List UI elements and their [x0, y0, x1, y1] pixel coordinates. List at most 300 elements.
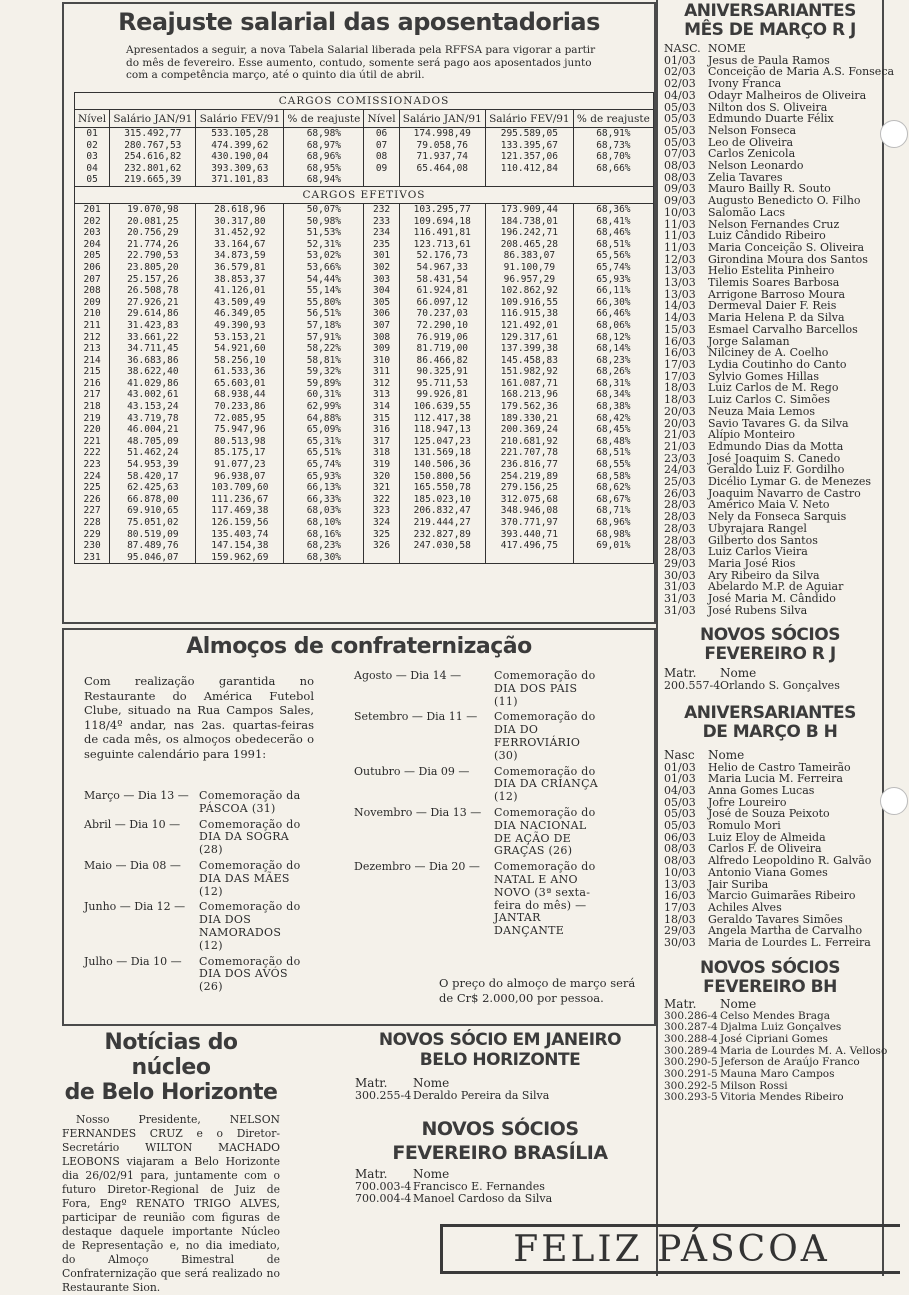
member-name: Nelson Fernandes Cruz	[708, 217, 840, 231]
table-cell: 50,98%	[284, 216, 364, 228]
table-cell: 46.004,21	[110, 424, 196, 436]
table-cell: 71.937,74	[399, 151, 485, 163]
table-cell: 68,58%	[573, 471, 653, 483]
table-cell: 150.800,56	[399, 471, 485, 483]
table-row	[75, 174, 654, 186]
table-row	[75, 552, 654, 564]
table-cell: 112.417,38	[399, 413, 485, 425]
binder-hole	[880, 120, 908, 148]
member-name: Odayr Malheiros de Oliveira	[708, 88, 867, 102]
table-row	[75, 389, 654, 401]
table-cell: 75.051,02	[110, 517, 196, 529]
table-row	[75, 308, 654, 320]
calendar-date: Outubro — Dia 09 —	[354, 764, 470, 778]
member-name: Jorge Salaman	[708, 334, 790, 348]
member-name: Maria de Lourdes M. A. Velloso	[720, 1044, 888, 1057]
table-cell: 68,98%	[284, 128, 364, 140]
table-cell: 68,62%	[573, 482, 653, 494]
table-row	[75, 332, 654, 344]
member-name: José Maria M. Cândido	[708, 592, 836, 606]
birth-date: 16/03	[664, 346, 696, 360]
table-cell: 200.369,24	[485, 424, 573, 436]
table-cell: 41.029,86	[110, 378, 196, 390]
table-cell: 310	[364, 355, 399, 367]
table-cell: 235	[364, 239, 399, 251]
table-cell: 51.462,24	[110, 447, 196, 459]
member-name: Geraldo Tavares Simões	[708, 912, 843, 926]
table-cell: 68,36%	[573, 203, 653, 215]
table-row	[75, 459, 654, 471]
member-id: 300.286-4	[664, 1009, 718, 1022]
birth-date: 01/03	[664, 772, 696, 786]
table-cell: 05	[75, 174, 110, 186]
table-row	[75, 505, 654, 517]
birth-date: 01/03	[664, 53, 696, 67]
col-name-header: Nome	[720, 996, 757, 1011]
table-cell: 208.465,28	[485, 239, 573, 251]
table-cell: 312	[364, 378, 399, 390]
table-cell: 68,23%	[573, 355, 653, 367]
table-cell: 68,34%	[573, 389, 653, 401]
birth-date: 31/03	[664, 592, 696, 606]
member-name: Jofre Loureiro	[708, 795, 787, 809]
table-cell: 233	[364, 216, 399, 228]
table-cell: 08	[364, 151, 399, 163]
member-id: 300.290-5	[664, 1056, 718, 1069]
birth-date: 29/03	[664, 556, 696, 570]
birth-date: 15/03	[664, 322, 696, 336]
table-cell: 147.154,38	[196, 540, 284, 552]
novos-socios-bh-title	[658, 959, 882, 997]
table-cell: 68,70%	[573, 151, 653, 163]
novos-socios-janeiro-bh	[355, 1030, 645, 1205]
member-name: Maria José Rios	[708, 556, 796, 570]
table-cell: 121.357,06	[485, 151, 573, 163]
member-name: Augusto Benedicto O. Filho	[708, 194, 861, 208]
birth-date: 17/03	[664, 901, 696, 914]
member-id: 300.287-4	[664, 1021, 718, 1034]
calendar-date: Setembro — Dia 11 —	[354, 710, 478, 724]
table-cell: 201	[75, 203, 110, 215]
table-cell: 65,93%	[284, 471, 364, 483]
table-cell: 20.756,29	[110, 227, 196, 239]
title-line: DE MARÇO B H	[702, 721, 838, 742]
member-name: Nelson Fonseca	[708, 123, 797, 137]
birth-date: 08/03	[664, 842, 696, 856]
table-cell: 54.921,60	[196, 343, 284, 355]
table-row	[75, 401, 654, 413]
birth-date: 21/03	[664, 439, 696, 453]
member-name: Salomão Lacs	[708, 205, 786, 219]
column-header: Salário FEV/91	[485, 110, 573, 128]
table-cell: 320	[364, 471, 399, 483]
table-cell: 312.075,68	[485, 494, 573, 506]
member-name: Nilciney de A. Coelho	[708, 346, 829, 360]
member-name: José de Souza Peixoto	[708, 807, 830, 821]
table-row	[75, 140, 654, 152]
column-header: Salário JAN/91	[399, 110, 485, 128]
table-cell: 110.412,84	[485, 163, 573, 175]
table-cell: 393.440,71	[485, 529, 573, 541]
member-name: Jeferson de Araújo Franco	[720, 1056, 860, 1069]
calendar-event: Comemoração do NATAL E ANO NOVO (3ª sexta-feira do mês) — JANTAR DANÇANTE	[494, 860, 596, 938]
table-cell: 109.694,18	[399, 216, 485, 228]
table-cell: 211	[75, 320, 110, 332]
table-cell: 58.431,54	[399, 274, 485, 286]
member-name: Alfredo Leopoldino R. Galvão	[708, 854, 872, 868]
title-line: FEVEREIRO R J	[704, 644, 836, 665]
col-name-header: NOME	[708, 42, 746, 55]
table-row	[75, 203, 654, 215]
table-cell: 208	[75, 285, 110, 297]
table-cell	[399, 174, 485, 186]
table-cell: 221	[75, 436, 110, 448]
table-cell	[364, 174, 399, 186]
novos-socios-rj-list	[664, 668, 882, 691]
table-cell: 76.919,06	[399, 332, 485, 344]
birth-date: 23/03	[664, 451, 696, 465]
birth-date: 28/03	[664, 545, 696, 559]
calendar-date: Março — Dia 13 —	[84, 789, 189, 802]
table-cell: 61.533,36	[196, 366, 284, 378]
table-cell: 226	[75, 494, 110, 506]
table-cell: 41.126,01	[196, 285, 284, 297]
aniversariantes-rj-title	[658, 2, 882, 40]
member-name: Américo Maia V. Neto	[708, 498, 830, 512]
table-cell: 58,81%	[284, 355, 364, 367]
member-name: Ubyrajara Rangel	[708, 521, 807, 535]
birth-date: 18/03	[664, 393, 696, 407]
birth-date: 30/03	[664, 936, 696, 950]
table-cell: 68,51%	[573, 239, 653, 251]
table-cell: 279.156,25	[485, 482, 573, 494]
table-cell: 68,23%	[284, 540, 364, 552]
table-cell: 280.767,53	[110, 140, 196, 152]
table-cell: 533.105,28	[196, 128, 284, 140]
member-name: Antonio Viana Gomes	[708, 865, 828, 879]
table-cell: 68,67%	[573, 494, 653, 506]
table-cell: 69,01%	[573, 540, 653, 552]
table-cell: 79.058,76	[399, 140, 485, 152]
table-cell: 54.967,33	[399, 262, 485, 274]
table-row	[75, 413, 654, 425]
table-row	[75, 216, 654, 228]
calendar-date: Novembro — Dia 13 —	[354, 805, 482, 819]
table-row	[75, 378, 654, 390]
table-cell: 210.681,92	[485, 436, 573, 448]
table-cell: 313	[364, 389, 399, 401]
table-cell: 59,89%	[284, 378, 364, 390]
table-cell	[364, 552, 399, 564]
table-cell: 430.190,04	[196, 151, 284, 163]
birth-date: 05/03	[664, 123, 696, 137]
birth-date: 18/03	[664, 381, 696, 395]
member-name: José Joaquim S. Canedo	[708, 451, 841, 465]
calendar-entry	[354, 670, 654, 708]
birth-date: 02/03	[664, 65, 696, 79]
aniversariantes-bh-list	[664, 747, 882, 950]
table-cell: 27.926,21	[110, 297, 196, 309]
table-cell: 393.309,63	[196, 163, 284, 175]
table-cell: 230	[75, 540, 110, 552]
almocos-article	[62, 628, 656, 1026]
member-name: Sylvio Gomes Hillas	[708, 369, 819, 383]
table-cell: 31.452,92	[196, 227, 284, 239]
table-cell: 26.508,78	[110, 285, 196, 297]
table-row	[75, 239, 654, 251]
list-item	[355, 1193, 645, 1205]
table-cell: 203	[75, 227, 110, 239]
table-cell: 137.399,38	[485, 343, 573, 355]
calendar-event: Comemoração do DIA NACIONAL DE AÇÃO DE GRAÇAS (26)	[494, 805, 596, 858]
table-cell: 65,09%	[284, 424, 364, 436]
member-name: Ivony Franca	[708, 77, 782, 91]
novos-socios-rj-title	[658, 626, 882, 664]
table-cell: 123.713,61	[399, 239, 485, 251]
table-cell: 68,91%	[573, 128, 653, 140]
title-line: NOVOS SÓCIOS	[700, 957, 840, 978]
birth-date: 06/03	[664, 830, 696, 844]
birth-date: 18/03	[664, 912, 696, 926]
member-name: Helio de Castro Tameirão	[708, 760, 851, 774]
table-cell: 43.509,49	[196, 297, 284, 309]
table-cell: 210	[75, 308, 110, 320]
birth-date: 28/03	[664, 510, 696, 524]
table-cell: 51,53%	[284, 227, 364, 239]
efetivos-body	[75, 203, 654, 563]
table-cell: 21.774,26	[110, 239, 196, 251]
col-matr-header: Matr.	[355, 1167, 388, 1182]
table-cell: 68,41%	[573, 216, 653, 228]
member-name: Helio Estelita Pinheiro	[708, 264, 835, 278]
almocos-title: Almoços de confraternização	[186, 634, 532, 659]
calendar-entry	[84, 956, 334, 994]
table-cell: 135.403,74	[196, 529, 284, 541]
table-cell: 68,10%	[284, 517, 364, 529]
table-cell: 151.982,92	[485, 366, 573, 378]
calendar-event: Comemoração do DIA DOS AVÓS (26)	[199, 954, 301, 994]
table-cell: 216	[75, 378, 110, 390]
table-cell: 85.175,17	[196, 447, 284, 459]
table-cell: 68,26%	[573, 366, 653, 378]
member-name: Neuza Maia Lemos	[708, 404, 815, 418]
table-cell: 228	[75, 517, 110, 529]
birth-date: 16/03	[664, 334, 696, 348]
table-cell: 173.909,44	[485, 203, 573, 215]
section-efetivos: CARGOS EFETIVOS	[75, 186, 654, 203]
table-cell: 55,80%	[284, 297, 364, 309]
table-cell: 103.295,77	[399, 203, 485, 215]
table-cell: 111.236,67	[196, 494, 284, 506]
table-cell: 50,07%	[284, 203, 364, 215]
member-name: Maria de Lourdes L. Ferreira	[708, 936, 871, 950]
member-id: 300.289-4	[664, 1044, 718, 1057]
table-cell: 121.492,01	[485, 320, 573, 332]
table-row	[75, 517, 654, 529]
table-cell: 56,51%	[284, 308, 364, 320]
member-name: Anna Gomes Lucas	[708, 783, 815, 797]
table-cell: 103.709,60	[196, 482, 284, 494]
right-column	[656, 0, 895, 1276]
birth-date: 20/03	[664, 416, 696, 430]
member-name: Romulo Mori	[708, 819, 781, 833]
calendar-date: Julho — Dia 10 —	[84, 954, 182, 968]
table-cell: 214	[75, 355, 110, 367]
title-line: MÊS DE MARÇO R J	[684, 20, 856, 40]
table-cell: 61.924,81	[399, 285, 485, 297]
table-cell: 301	[364, 250, 399, 262]
table-cell: 33.164,67	[196, 239, 284, 251]
table-row	[75, 250, 654, 262]
table-cell: 03	[75, 151, 110, 163]
member-id: 300.291-5	[664, 1068, 718, 1081]
table-cell: 68,31%	[573, 378, 653, 390]
table-cell: 68,42%	[573, 413, 653, 425]
table-cell: 370.771,97	[485, 517, 573, 529]
table-cell	[485, 174, 573, 186]
table-cell: 215	[75, 366, 110, 378]
table-cell: 22.790,53	[110, 250, 196, 262]
table-cell: 304	[364, 285, 399, 297]
table-cell: 204	[75, 239, 110, 251]
table-cell: 01	[75, 128, 110, 140]
salary-article-intro: Apresentados a seguir, a nova Tabela Salarial liberada pela RFFSA para vigorar a partir do mês de fevereiro. Esse aumento, contudo, somente será pago aos aposentados junto com a competência março, até o quinto dia útil de abril.	[126, 44, 596, 81]
calendar-right	[354, 670, 654, 941]
table-cell: 68,12%	[573, 332, 653, 344]
table-cell: 69.910,65	[110, 505, 196, 517]
noticias-body: Nosso Presidente, NELSON FERNANDES CRUZ e o Diretor-Secretário WILTON MACHADO LEOBONS viajaram a Belo Horizonte dia 26/02/91 para, juntamente com o futuro Diretor-Regional de Juiz de Fora, Engº RENATO TRIGO ALVES, participar de reunião com figuras de destaque daquele importante Núcleo de Representação e, no dia imediato, do Almoço Bimestral de Confraternização que será realizado no Restaurante Sion.	[62, 1113, 280, 1294]
table-row	[75, 529, 654, 541]
member-name: Achiles Alves	[708, 901, 782, 914]
title-line: ANIVERSARIANTES	[684, 702, 856, 723]
member-name: Girondina Moura dos Santos	[708, 252, 868, 266]
table-row	[75, 447, 654, 459]
table-cell: 179.562,36	[485, 401, 573, 413]
table-cell: 66,11%	[573, 285, 653, 297]
birth-date: 30/03	[664, 568, 696, 582]
member-name: Edmundo Duarte Félix	[708, 112, 834, 126]
feliz-pascoa-banner	[440, 1224, 900, 1274]
birth-date: 11/03	[664, 229, 696, 243]
table-cell: 118.947,13	[399, 424, 485, 436]
member-name: Luiz Carlos Vieira	[708, 545, 808, 559]
table-cell: 68,16%	[284, 529, 364, 541]
table-cell: 68,96%	[573, 517, 653, 529]
birth-date: 29/03	[664, 924, 696, 938]
feliz-pascoa-text: FELIZ PÁSCOA	[513, 1229, 830, 1270]
table-cell: 52,31%	[284, 239, 364, 251]
member-name: Dermeval Daier F. Reis	[708, 299, 837, 313]
table-cell: 348.946,08	[485, 505, 573, 517]
table-row	[75, 297, 654, 309]
birth-date: 28/03	[664, 498, 696, 512]
birth-date: 09/03	[664, 194, 696, 208]
member-name: Ary Ribeiro da Silva	[708, 568, 820, 582]
table-cell: 324	[364, 517, 399, 529]
table-cell: 109.916,55	[485, 297, 573, 309]
member-name: Milson Rossi	[720, 1079, 788, 1092]
birth-date: 07/03	[664, 147, 696, 161]
col-name-header: Nome	[413, 1076, 450, 1090]
table-cell: 318	[364, 447, 399, 459]
member-id: 300.255-4	[355, 1088, 412, 1102]
column-header: Nível	[364, 110, 399, 128]
table-cell: 326	[364, 540, 399, 552]
table-cell: 202	[75, 216, 110, 228]
member-name: Lydia Coutinho do Canto	[708, 357, 847, 371]
member-name: Jair Suriba	[708, 877, 769, 891]
member-name: Geraldo Luiz F. Gordilho	[708, 463, 845, 477]
birth-date: 16/03	[664, 889, 696, 903]
table-cell: 60,31%	[284, 389, 364, 401]
novo-socio-janeiro-title	[355, 1030, 645, 1070]
title-line: BELO HORIZONTE	[419, 1050, 581, 1070]
col-name-header: Nome	[413, 1167, 450, 1182]
table-cell: 70.233,86	[196, 401, 284, 413]
table-cell: 145.458,83	[485, 355, 573, 367]
table-cell: 66,33%	[284, 494, 364, 506]
calendar-entry	[84, 901, 334, 952]
table-cell: 323	[364, 505, 399, 517]
table-cell: 43.719,78	[110, 413, 196, 425]
calendar-entry	[354, 711, 654, 762]
table-cell	[573, 174, 653, 186]
table-cell: 314	[364, 401, 399, 413]
table-row	[75, 494, 654, 506]
list-item	[664, 867, 882, 879]
table-cell: 302	[364, 262, 399, 274]
birth-date: 31/03	[664, 603, 696, 617]
title-line: ANIVERSARIANTES	[684, 1, 856, 21]
table-cell: 219	[75, 413, 110, 425]
calendar-entry	[354, 766, 654, 804]
table-cell: 31.423,83	[110, 320, 196, 332]
list-item	[355, 1090, 645, 1102]
member-name: Luiz Carlos C. Simões	[708, 393, 830, 407]
table-row	[75, 436, 654, 448]
table-cell: 212	[75, 332, 110, 344]
member-name: Luiz Eloy de Almeida	[708, 830, 826, 844]
table-cell: 62.425,63	[110, 482, 196, 494]
table-cell: 38.622,40	[110, 366, 196, 378]
calendar-event: Comemoração do DIA DAS MÃES (12)	[199, 858, 301, 898]
table-cell: 232.827,89	[399, 529, 485, 541]
table-cell: 99.926,81	[399, 389, 485, 401]
col-name-header: Nome	[720, 666, 757, 681]
aniversariantes-rj-list	[664, 42, 895, 617]
almocos-intro: Com realização garantida no Restaurante do América Futebol Clube, situado na Rua Campos Sales, 118/4º andar, nas 2as. quartas-feiras de cada mês, os almoços obedecerão o seguinte calendário para 1991:	[84, 674, 314, 761]
table-row	[75, 262, 654, 274]
title-line: NOVOS SÓCIOS	[421, 1118, 579, 1141]
table-cell: 38.853,37	[196, 274, 284, 286]
table-cell: 206.832,47	[399, 505, 485, 517]
calendar-event: Comemoração do DIA DA SOGRA (28)	[199, 817, 301, 857]
birth-date: 05/03	[664, 135, 696, 149]
table-row	[75, 163, 654, 175]
calendar-left	[84, 790, 334, 997]
member-name: Alípio Monteiro	[708, 428, 795, 442]
member-name: Joaquim Navarro de Castro	[708, 486, 861, 500]
member-name: Orlando S. Gonçalves	[720, 679, 840, 693]
table-cell: 96.938,07	[196, 471, 284, 483]
member-name: Vitoria Mendes Ribeiro	[720, 1091, 844, 1104]
table-cell: 65,93%	[573, 274, 653, 286]
table-cell: 36.683,86	[110, 355, 196, 367]
birth-date: 13/03	[664, 877, 696, 891]
table-cell: 217	[75, 389, 110, 401]
table-cell: 184.738,01	[485, 216, 573, 228]
member-name: Nely da Fonseca Sarquis	[708, 510, 847, 524]
